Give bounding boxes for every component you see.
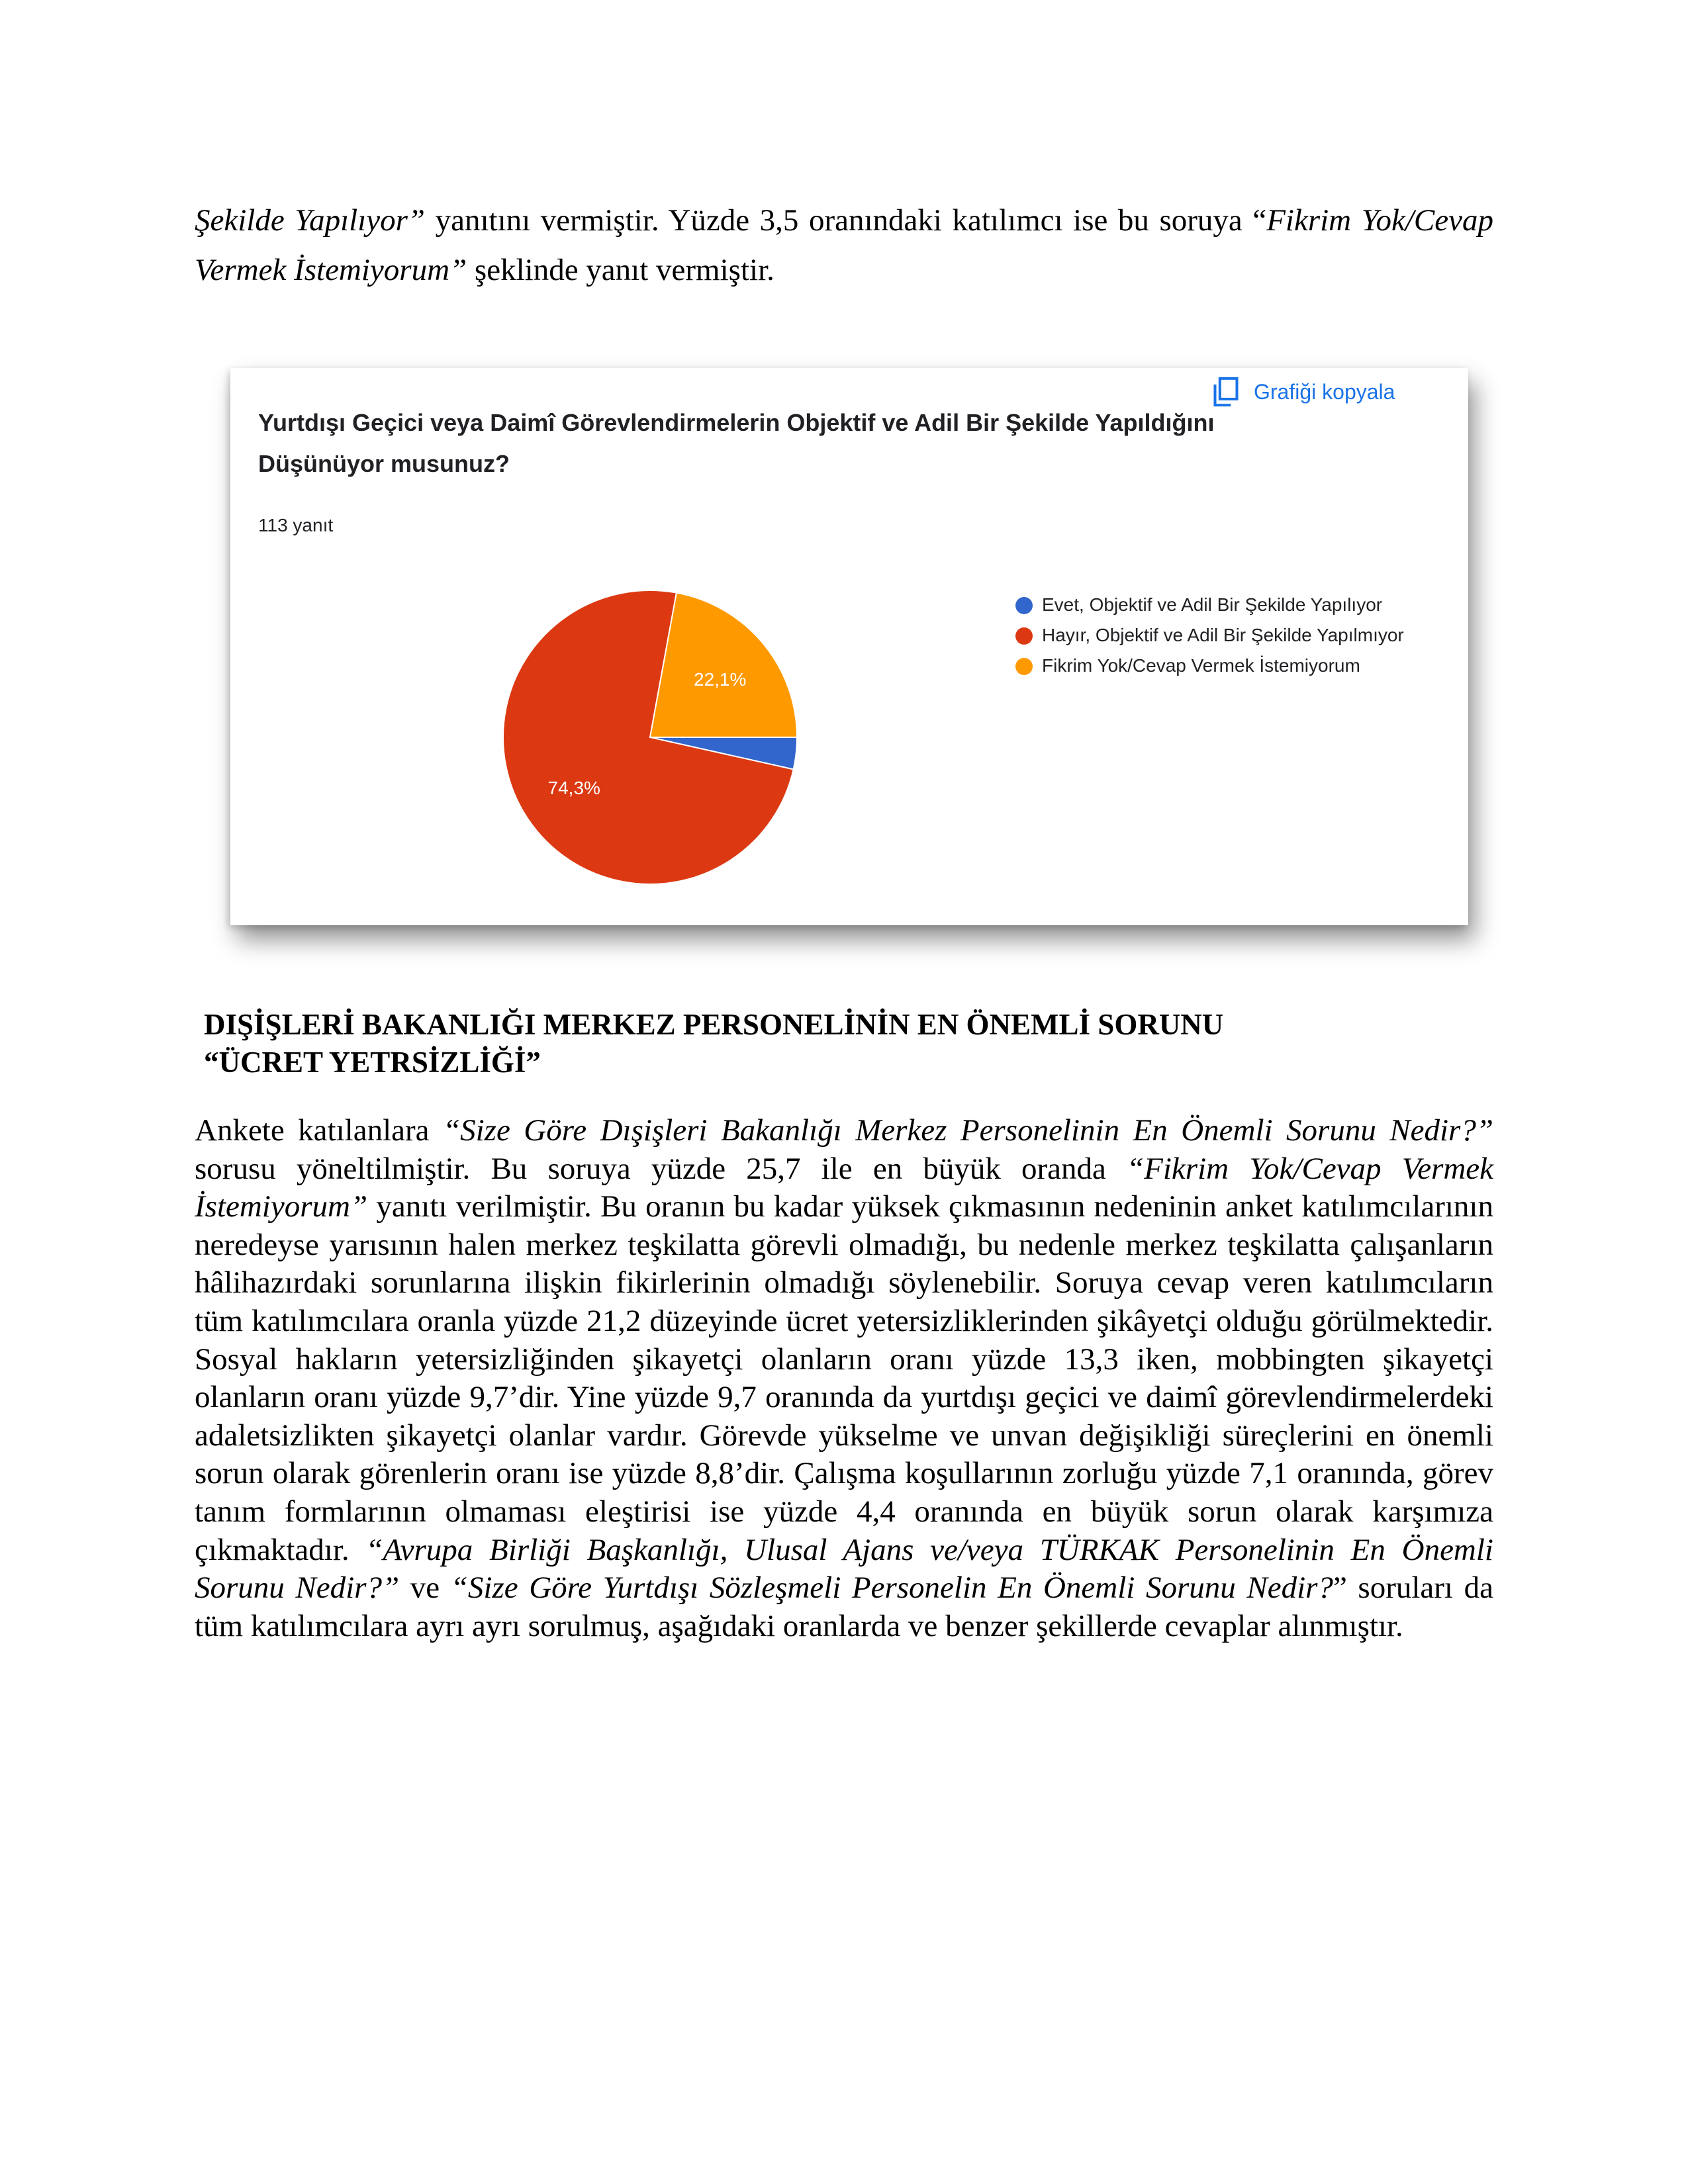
text-segment: Ankete katılanlara [195, 1113, 443, 1148]
text-segment: “Avrupa Birliği Başkanlığı, Ulusal Ajans ve/veya TÜRKAK Personelinin En Önemli Sorunu Nedir?” [195, 1532, 1493, 1606]
legend-item [1015, 653, 1439, 679]
body-paragraph [195, 1112, 1493, 1645]
copy-chart-label: Grafiği kopyala [1254, 379, 1395, 404]
pie-slice [650, 593, 797, 737]
legend-item [1015, 622, 1439, 649]
text-segment: ve [399, 1570, 451, 1606]
chart-card [230, 368, 1468, 925]
text-segment: ” soruları da tüm katılımcılara ayrı ayrı sorulmuş, aşağıdaki oranlarda ve benzer şekillerde cevaplar alınmıştır. [195, 1570, 1493, 1643]
legend-label: Evet, Objektif ve Adil Bir Şekilde Yapılıyor [1042, 594, 1383, 615]
legend-dot-icon [1015, 597, 1033, 614]
legend-dot-icon [1015, 658, 1033, 675]
text-segment: Şekilde Yapılıyor” [195, 203, 426, 238]
pie-slice-label: 74,3% [547, 777, 600, 798]
text-segment: şeklinde yanıt vermiştir. [467, 253, 774, 287]
text-segment: “Fikrim Yok/Cevap Vermek İstemiyorum” [195, 1151, 1494, 1224]
section-heading [204, 1006, 1462, 1081]
legend-item [1015, 592, 1439, 618]
section-heading-line2: “ÜCRET YETRSİZLİĞİ” [204, 1046, 541, 1079]
legend-label: Hayır, Objektif ve Adil Bir Şekilde Yapılmıyor [1042, 625, 1404, 645]
text-segment: “Size Göre Yurtdışı Sözleşmeli Personelin En Önemli Sorunu Nedir? [450, 1570, 1333, 1606]
response-count: 113 yanıt [258, 515, 334, 535]
text-segment: sorusu yöneltilmiştir. Bu soruya yüzde 25,7 ile en büyük oranda [195, 1151, 1127, 1186]
legend-label: Fikrim Yok/Cevap Vermek İstemiyorum [1042, 655, 1360, 676]
text-segment: “Size Göre Dışişleri Bakanlığı Merkez Personelinin En Önemli Sorunu Nedir?” [442, 1113, 1493, 1148]
text-segment: Fikrim Yok/Cevap Vermek İstemiyorum” [195, 203, 1493, 287]
text-segment: yanıtı verilmiştir. Bu oranın bu kadar yüksek çıkmasının nedeninin anket katılımcılarının neredeyse yarısının halen merkez teşkilatta görevli olmadığı, bu nedenle merkez teşkilatta çalışanların hâlihazırdaki sorunlarına ilişkin fikirlerinin olmadığı söylenebilir. Soruya cevap veren katılımcıların tüm katılımcılara oranla yüzde 21,2 düzeyinde ücret yetersizliklerinden şikâyetçi olduğu görülmektedir. Sosyal hakların yetersizliğinden şikayetçi olanların oranı yüzde 13,3 iken, mobbingten şikayetçi olanların oranı yüzde 9,7’dir. Yine yüzde 9,7 oranında da yurtdışı geçici ve daimî görevlendirmelerdeki adaletsizlikten şikayetçi olanlar vardır. Görevde yükselme ve unvan değişikliği süreçlerini en önemli sorun olarak görenlerin oranı ise yüzde 8,8’dir. Çalışma koşullarının zorluğu yüzde 7,1 oranında, görev tanım formlarının olmaması eleştirisi ise yüzde 4,4 oranında en büyük sorun olarak karşımıza çıkmaktadır. [195, 1189, 1493, 1567]
section-heading-line1: DIŞİŞLERİ BAKANLIĞI MERKEZ PERSONELİNİN EN ÖNEMLİ SORUNU [204, 1008, 1224, 1041]
intro-paragraph [195, 196, 1493, 295]
chart-title: Yurtdışı Geçici veya Daimî Görevlendirmelerin Objektif ve Adil Bir Şekilde Yapıldığını Düşünüyor musunuz? [258, 409, 1215, 477]
chart-legend [1015, 592, 1439, 683]
legend-dot-icon [1015, 627, 1033, 645]
pie-slice-label: 22,1% [694, 668, 747, 690]
text-segment: yanıtını vermiştir. Yüzde 3,5 oranındaki katılımcı ise bu soruya “ [425, 203, 1267, 238]
